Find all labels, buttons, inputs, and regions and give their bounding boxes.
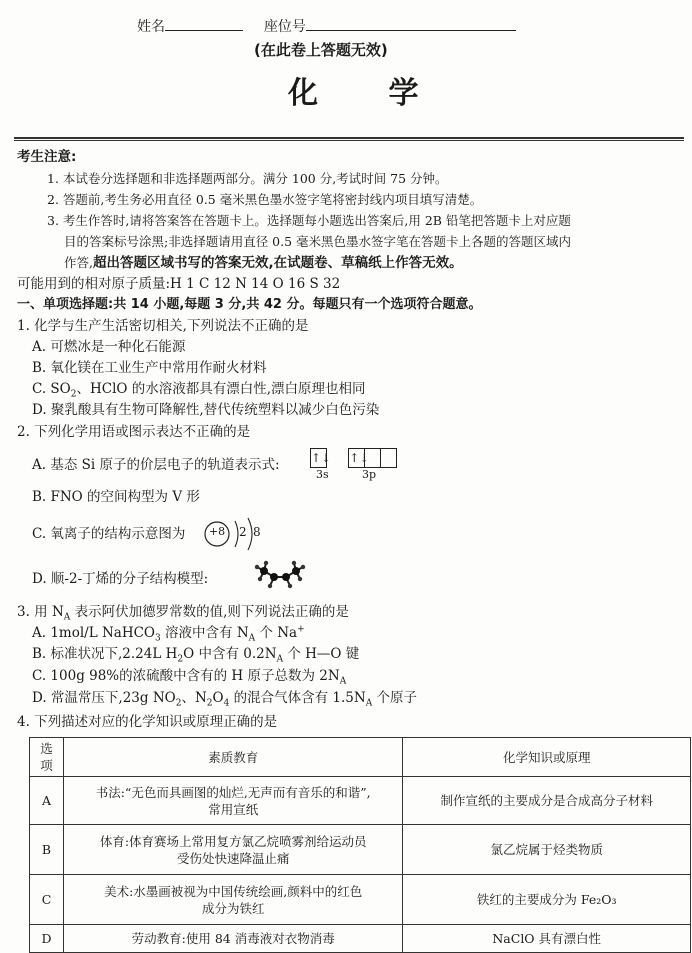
header-option: 选项	[30, 738, 64, 777]
notice-item-3c-bold: 超出答题区域书写的答案无效,在试题卷、草稿纸上作答无效。	[92, 255, 463, 271]
section-heading: 一、单项选择题:共 14 小题,每题 3 分,共 42 分。每题只有一个选项符合题意。	[17, 297, 482, 312]
row-education-line1: 体育:体育赛场上常用复方氯乙烷喷雾剂给运动员	[99, 833, 367, 849]
orbital-3p-box-2	[364, 448, 381, 468]
notice-item-3a: 3. 考生作答时,请将答案答在答题卡上。选择题每小题选出答案后,用 2B 铅笔把答题卡上对应题	[47, 213, 571, 228]
q1-option-d: D. 聚乳酸具有生物可降解性,替代传统塑料以减少白色污染	[32, 402, 380, 418]
row-knowledge: 氯乙烷属于烃类物质	[403, 825, 691, 875]
row-education	[63, 825, 402, 875]
row-education-line1: 书法:“无色而具画图的灿烂,无声而有音乐的和谐”,	[95, 784, 371, 800]
q3-c-sub: A	[339, 676, 347, 687]
q3-stem-pre: 3. 用 N	[17, 604, 64, 620]
q3-a-sub2: A	[248, 633, 256, 644]
q3-a-sup: +	[297, 624, 305, 635]
q3-option-c	[32, 666, 346, 686]
row-education	[63, 875, 402, 925]
q3-b-3: 个 H—O 键	[283, 646, 360, 662]
cis-2-butene-model	[248, 559, 308, 593]
row-education-line2: 受伤处快速降温止痛	[176, 850, 290, 866]
q3-a-sub1: 3	[155, 633, 161, 644]
table-row	[30, 825, 691, 875]
q1-c-sub: 2	[70, 389, 77, 400]
q3-d-1: D. 常温常压下,23g NO	[32, 690, 176, 706]
q3-d-sub4: A	[365, 698, 373, 709]
seat-blank[interactable]	[306, 14, 516, 31]
nucleus-charge: +8	[208, 525, 226, 538]
q2-option-a: A. 基态 Si 原子的价层电子的轨道表示式:	[32, 457, 280, 473]
q3-a-2: 溶液中含有 N	[160, 625, 249, 641]
q3-a-3: 个 Na	[255, 625, 298, 641]
q1-option-b: B. 氧化镁在工业生产中常用作耐火材料	[32, 360, 267, 376]
name-field	[137, 14, 516, 36]
q4-table	[29, 737, 691, 953]
q1-c-post: 、HClO 的水溶液都具有漂白性,漂白原理也相同	[76, 381, 366, 397]
q3-d-5: 个原子	[372, 690, 417, 706]
header-knowledge: 化学知识或原理	[403, 738, 691, 777]
q3-d-sub3: 4	[223, 698, 230, 709]
q3-b-sub1: 2	[177, 654, 184, 665]
row-knowledge: 制作宣纸的主要成分是合成高分子材料	[403, 777, 691, 825]
q3-b-sub2: A	[276, 654, 284, 665]
row-education-line1: 美术:水墨画被视为中国传统绘画,颜料中的红色	[104, 883, 363, 899]
row-education-line2: 常用宣纸	[208, 801, 259, 817]
q2-stem: 2. 下列化学用语或图示表达不正确的是	[17, 424, 251, 440]
notice-item-3c-pre: 作答,	[64, 255, 93, 270]
row-knowledge: NaClO 具有漂白性	[403, 925, 691, 953]
q2-option-d: D. 顺-2-丁烯的分子结构模型:	[32, 571, 209, 587]
orbital-3s-box: ↑↓	[310, 448, 327, 468]
page-title: 化 学	[288, 76, 449, 111]
orbital-3s-label: 3s	[316, 468, 329, 481]
q3-d-3: O	[212, 690, 224, 706]
row-option: A	[30, 777, 64, 825]
seat-label: 座位号	[263, 19, 306, 35]
orbital-3p-label: 3p	[362, 468, 377, 481]
notice-item-2: 2. 答题前,考生务必用直径 0.5 毫米黑色墨水签字笔将密封线内项目填写清楚。	[47, 192, 483, 207]
q3-d-sub1: 2	[175, 698, 182, 709]
q3-stem-sub: A	[63, 612, 71, 623]
row-option: C	[30, 875, 64, 925]
notice-item-3b: 目的答案标号涂黑;非选择题请用直径 0.5 毫米黑色墨水签字笔在答题卡上各题的答题区域内	[64, 234, 572, 249]
q3-c-1: C. 100g 98%的浓硫酸中含有的 H 原子总数为 2N	[32, 668, 340, 684]
row-education	[63, 777, 402, 825]
invalid-note: (在此卷上答题无效)	[254, 41, 388, 59]
table-row	[30, 925, 691, 953]
q1-stem: 1. 化学与生产生活密切相关,下列说法不正确的是	[17, 318, 309, 334]
q3-b-1: B. 标准状况下,2.24L H	[32, 646, 178, 662]
notice-title: 考生注意:	[17, 149, 77, 165]
row-knowledge: 铁红的主要成分为 Fe₂O₃	[403, 875, 691, 925]
orbital-3p-box-1: ↑↓	[348, 448, 365, 468]
shell-2: 8	[253, 525, 261, 539]
table-row	[30, 875, 691, 925]
row-option: B	[30, 825, 64, 875]
row-education-line2: 成分为铁红	[201, 900, 265, 916]
row-education: 劳动教育:使用 84 消毒液对衣物消毒	[63, 925, 402, 953]
orbital-diagram	[310, 447, 396, 481]
q1-option-c	[32, 379, 366, 399]
q1-option-a: A. 可燃冰是一种化石能源	[32, 339, 186, 355]
q4-stem: 4. 下列描述对应的化学知识或原理正确的是	[17, 714, 278, 730]
q3-option-b	[32, 644, 359, 664]
oxygen-ion-diagram	[203, 512, 273, 556]
q3-option-d	[32, 688, 417, 708]
notice-item-3c	[64, 253, 463, 273]
q3-stem	[17, 602, 349, 622]
name-label: 姓名	[137, 19, 165, 35]
orbital-3p-box-3	[380, 448, 397, 468]
header-divider	[14, 137, 684, 141]
row-option: D	[30, 925, 64, 953]
q1-c-pre: C. SO	[32, 381, 71, 397]
q3-stem-post: 表示阿伏加德罗常数的值,则下列说法正确的是	[70, 604, 349, 620]
q3-a-1: A. 1mol/L NaHCO	[32, 625, 156, 641]
q2-option-c: C. 氧离子的结构示意图为	[32, 526, 186, 542]
table-header-row	[30, 738, 691, 777]
q3-d-4: 的混合气体含有 1.5N	[229, 690, 366, 706]
name-blank[interactable]	[165, 14, 243, 31]
atomic-mass-line: 可能用到的相对原子质量:H 1 C 12 N 14 O 16 S 32	[17, 276, 341, 292]
q3-d-2: 、N	[181, 690, 207, 706]
shell-1: 2	[239, 525, 247, 539]
header-education: 素质教育	[63, 738, 402, 777]
q3-option-a	[32, 623, 305, 643]
q3-d-sub2: 2	[206, 698, 213, 709]
notice-item-1: 1. 本试卷分选择题和非选择题两部分。满分 100 分,考试时间 75 分钟。	[47, 171, 448, 186]
table-row	[30, 777, 691, 825]
q2-option-b: B. FNO 的空间构型为 V 形	[32, 489, 200, 505]
q3-b-2: O 中含有 0.2N	[183, 646, 277, 662]
